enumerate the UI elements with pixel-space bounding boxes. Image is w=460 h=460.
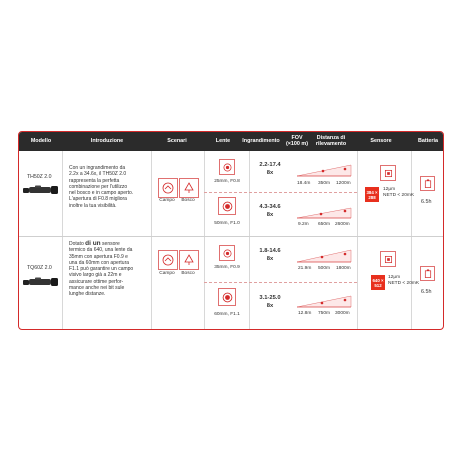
battery-icon [420, 176, 435, 191]
distance-1: 750m [318, 311, 330, 316]
scope-image [23, 185, 59, 195]
table-row [19, 237, 443, 329]
lens-label: 60mm, F1.1 [214, 312, 240, 317]
intro-text: Dotato di un sensore termico da 640, una lente da 35mm con apertura F0.9 e una da 60mm con apertura F1.1 può garantire un campo visivo largo già a 22m e assicurare ottime perfor- mance anche nei bit sule lunghe distanze. [69, 240, 134, 298]
model-name: TH50Z 2.0 [27, 174, 52, 180]
lens-icon [219, 159, 235, 175]
fov-range-graphic [295, 163, 353, 177]
sensor-specs: 12μm NETD < 20mK [383, 187, 415, 198]
scenario-label: Bosco [181, 198, 195, 203]
distance-2: 2600m [335, 222, 350, 227]
sensor-specs: 12μm NETD < 20mK [388, 275, 420, 286]
fov-value: 21.9m [298, 266, 312, 271]
magnification: 1.8-14.6 8x [259, 248, 281, 262]
col-sensore: Sensore [370, 137, 392, 144]
scenario-label: Campo [159, 198, 175, 203]
lens-icon [218, 288, 236, 306]
fov-value: 12.8m [298, 311, 312, 316]
distance-2: 3000m [335, 311, 350, 316]
sensor-resolution-badge: 384 × 288 [365, 187, 379, 202]
battery-life: 6.5h [421, 199, 432, 205]
sensor-icon [380, 165, 396, 181]
distance-2: 1200m [336, 181, 351, 186]
lens-icon [218, 197, 236, 215]
distance-2: 1800m [336, 266, 351, 271]
col-modello: Modello [30, 137, 52, 144]
forest-scenario-icon [179, 178, 199, 198]
magnification: 3.1-25.0 8x [259, 295, 281, 309]
battery-icon [420, 266, 435, 281]
fov-range-graphic [295, 205, 353, 219]
lens-label: 25mm, F0.8 [214, 179, 240, 184]
fov-range-graphic [295, 249, 353, 263]
scenario-label: Campo [159, 271, 175, 276]
col-fov: FOV (×100 m) [285, 134, 309, 147]
magnification: 2.2-17.4 8x [259, 162, 281, 176]
fov-value: 18.4m [297, 181, 311, 186]
magnification: 4.3-34.6 8x [259, 204, 281, 218]
fov-value: 9.2m [298, 222, 309, 227]
scenario-label: Bosco [181, 271, 195, 276]
comparison-table [18, 131, 444, 330]
battery-life: 6.5h [421, 289, 432, 295]
col-distanza: Distanza di rilevamento [315, 134, 347, 147]
lens-label: 50mm, F1.0 [214, 221, 240, 226]
distance-1: 650m [318, 222, 330, 227]
field-scenario-icon [158, 178, 178, 198]
sensor-resolution-badge: 640 × 512 [371, 275, 385, 290]
field-scenario-icon [158, 250, 178, 270]
lens-label: 35mm, F0.9 [214, 265, 240, 270]
col-introduzione: Introduzione [90, 137, 124, 144]
col-lente: Lente [215, 137, 231, 144]
table-header [19, 132, 443, 151]
table-row [19, 151, 443, 236]
lens-icon [219, 245, 235, 261]
col-batteria: Batteria [417, 137, 439, 144]
scope-image [23, 277, 59, 287]
sensor-icon [380, 251, 396, 267]
forest-scenario-icon [179, 250, 199, 270]
fov-range-graphic [295, 294, 353, 308]
distance-1: 500m [318, 266, 330, 271]
col-scenari: Scenari [167, 137, 187, 144]
distance-1: 350m [318, 181, 330, 186]
col-ingrandimento: Ingrandimento [242, 137, 280, 144]
model-name: TQ60Z 2.0 [27, 265, 52, 271]
intro-text: Con un ingrandimento da 2.2x a 34.6x, il TH50Z 2.0 rappresenta la perfetta combinazione per l'utilizzo nel bosco e in campo aperto. L'apertura di F0.8 migliora inoltre la tua visibilità. [69, 165, 134, 209]
